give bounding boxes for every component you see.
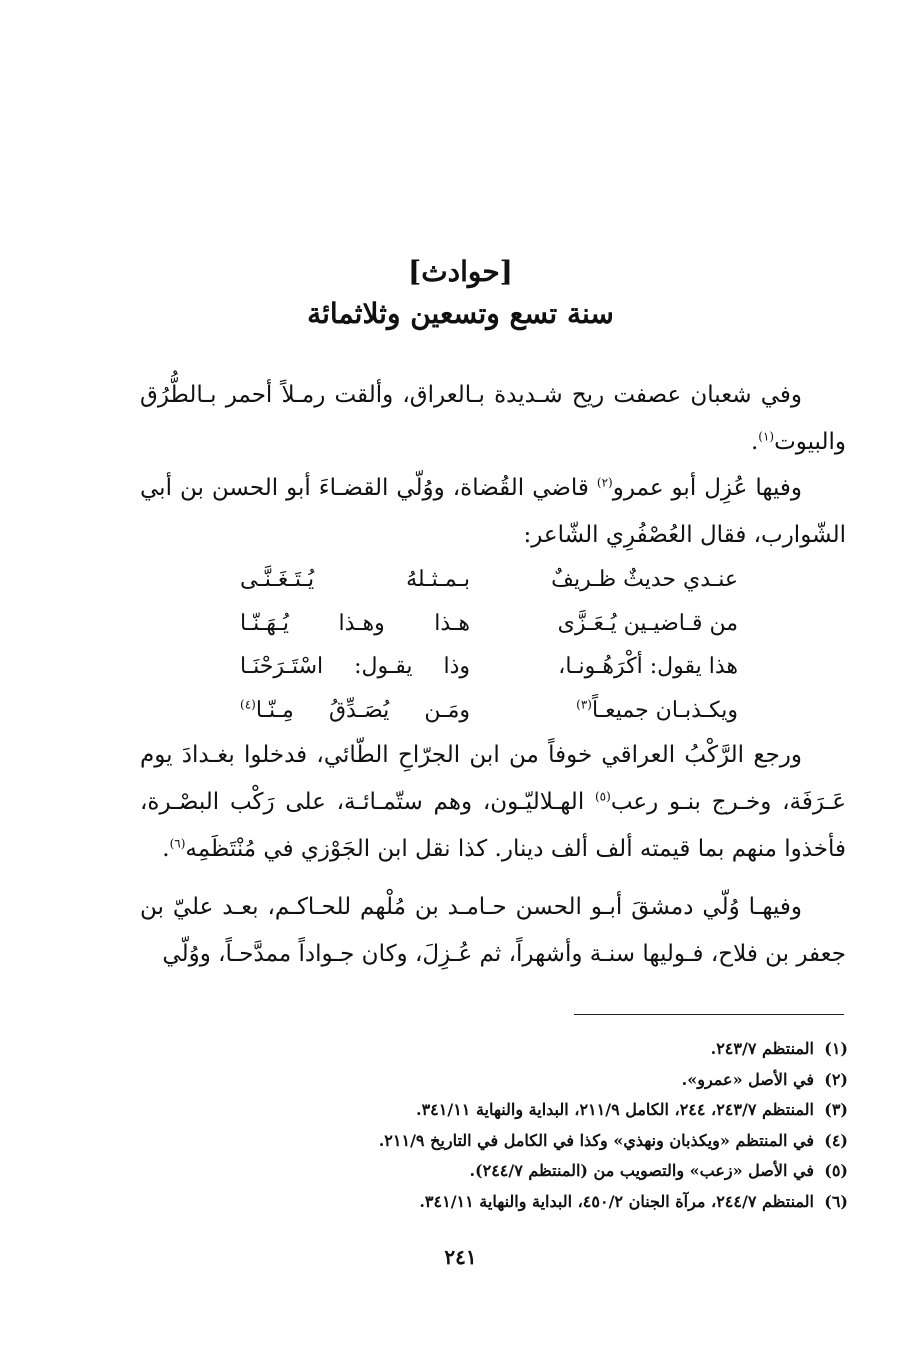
verse-text: وذا يقـول: اسْتَـرَحْنَـا xyxy=(240,654,470,679)
verse-second-hemistich xyxy=(240,645,470,689)
verse-text: ويكـذبـان جميعـاً xyxy=(591,697,738,723)
verse-text: هـذا وهـذا يُـهَـنّـا xyxy=(240,610,470,636)
footnote-text: المنتظم ٢٤٣/٧، ٢٤٤، الكامل ٢١١/٩، البداية والنهاية ٣٤١/١١. xyxy=(415,1100,814,1120)
footnote-text: في الأصل «زعب» والتصويب من (المنتظم ٢٤٤/٧). xyxy=(469,1161,814,1181)
paragraph-body: الهـلاليّـون، وهم ستّمـائـة، على رَكْب البصْـرة، فأخذوا منهم بما قيمته ألف ألف دينار. كذا نقل ابن الجَوْزي في مُنْتَظَمِه xyxy=(140,789,846,862)
paragraph-end: قاضي القُضاة، ووُلّي القضـاءَ أبو الحسن بن أبي الشّوارب، فقال العُصْفُرِي الشّاعر: xyxy=(140,475,846,548)
footnote-number: (١) xyxy=(824,1039,848,1058)
paragraph-damascus xyxy=(140,884,846,978)
footnote-item xyxy=(280,1126,848,1157)
footnote-marker: (٣) xyxy=(576,697,592,712)
section-heading: [حوادث] xyxy=(408,255,513,288)
footnote-marker: (٦) xyxy=(169,836,186,851)
verse-line xyxy=(240,645,738,689)
paragraph-text xyxy=(140,732,846,873)
footnote-text: في الأصل «عمرو». xyxy=(681,1069,814,1089)
paragraph-sandstorm xyxy=(140,372,846,466)
footnote-marker: (٢) xyxy=(596,475,613,490)
verse-line xyxy=(240,558,738,602)
verse-first-hemistich xyxy=(508,645,738,689)
footnote-marker: (١) xyxy=(758,429,775,444)
paragraph-text: وفيهـا وُلّي دمشقَ أبـو الحسن حـامـد بن مُلْهم للحـاكـم، بعـد عليّ بن جعفر بن فلاح، فـوليها سنـة وأشهراً، ثم عُـزِلَ، وكان جـواداً ممدَّحـاً، ووُلّي xyxy=(140,894,846,967)
paragraph-body: وفي شعبان عصفت ريح شـديدة بـالعراق، وألقت رمـلاً أحمر بـالطُّرُق والبيوت xyxy=(140,382,846,455)
verse-line xyxy=(240,689,738,733)
verse-second-hemistich xyxy=(240,602,470,646)
paragraph-end: . xyxy=(162,836,170,862)
verse-first-hemistich xyxy=(508,602,738,646)
footnote-marker: (٥) xyxy=(594,789,611,804)
verse-text: عنـدي حديثٌ ظـريفٌ xyxy=(551,567,738,592)
footnote-number: (٤) xyxy=(824,1130,848,1150)
page-number: ٢٤١ xyxy=(444,1245,477,1269)
footnotes xyxy=(280,1034,848,1218)
paragraph-text xyxy=(140,465,846,559)
verse-text: ومَـن يُصَـدِّقُ مِـنّـا xyxy=(255,697,470,723)
footnote-item xyxy=(280,1065,848,1096)
verse-text: بـمـثـلهُ يُـتَـغَـنَّـى xyxy=(240,567,470,592)
paragraph-body: وفيها عُزِل أبو عمرو xyxy=(612,475,802,501)
verse-second-hemistich xyxy=(240,689,470,733)
verse-text: من قـاضيـين يُـعَـزَّى xyxy=(557,610,738,636)
paragraph-text xyxy=(140,372,846,466)
verse-first-hemistich xyxy=(508,689,738,733)
verse-first-hemistich xyxy=(508,558,738,602)
paragraph-judge xyxy=(140,465,846,559)
footnote-number: (٣) xyxy=(824,1100,848,1120)
year-heading: سنة تسع وتسعين وثلاثمائة xyxy=(307,297,614,330)
verse-line xyxy=(240,602,738,646)
footnote-marker: (٤) xyxy=(240,697,256,712)
verse-text: هذا يقول: أكْرَهُـونـا، xyxy=(558,654,738,679)
footnote-item xyxy=(280,1187,848,1218)
paragraph-body: ورجع الرَّكْبُ العراقي خوفاً من ابن الجرّاحِ الطّائي، فدخلوا بغـدادَ يوم عَـرَفَة، وخـرج بنـو رعب xyxy=(140,742,846,815)
footnote-item xyxy=(280,1095,848,1126)
footnote-text: في المنتظم «ويكذبان ونهذي» وكذا في الكامل في التاريخ ٢١١/٩. xyxy=(378,1130,814,1150)
poem-verses xyxy=(240,558,738,732)
footnote-number: (٦) xyxy=(824,1191,848,1211)
paragraph-end: . xyxy=(750,429,759,455)
footnote-number: (٥) xyxy=(824,1161,848,1181)
verse-second-hemistich xyxy=(240,558,470,602)
footnote-number: (٢) xyxy=(824,1069,848,1089)
footnote-text: المنتظم ٢٤٣/٧. xyxy=(710,1039,814,1058)
footnote-text: المنتظم ٢٤٤/٧، مرآة الجنان ٤٥٠/٢، البداية والنهاية ٣٤١/١١. xyxy=(419,1191,814,1211)
footnote-item xyxy=(280,1034,848,1065)
footnote-separator xyxy=(574,1014,844,1015)
paragraph-caravan xyxy=(140,732,846,873)
footnote-item xyxy=(280,1156,848,1187)
